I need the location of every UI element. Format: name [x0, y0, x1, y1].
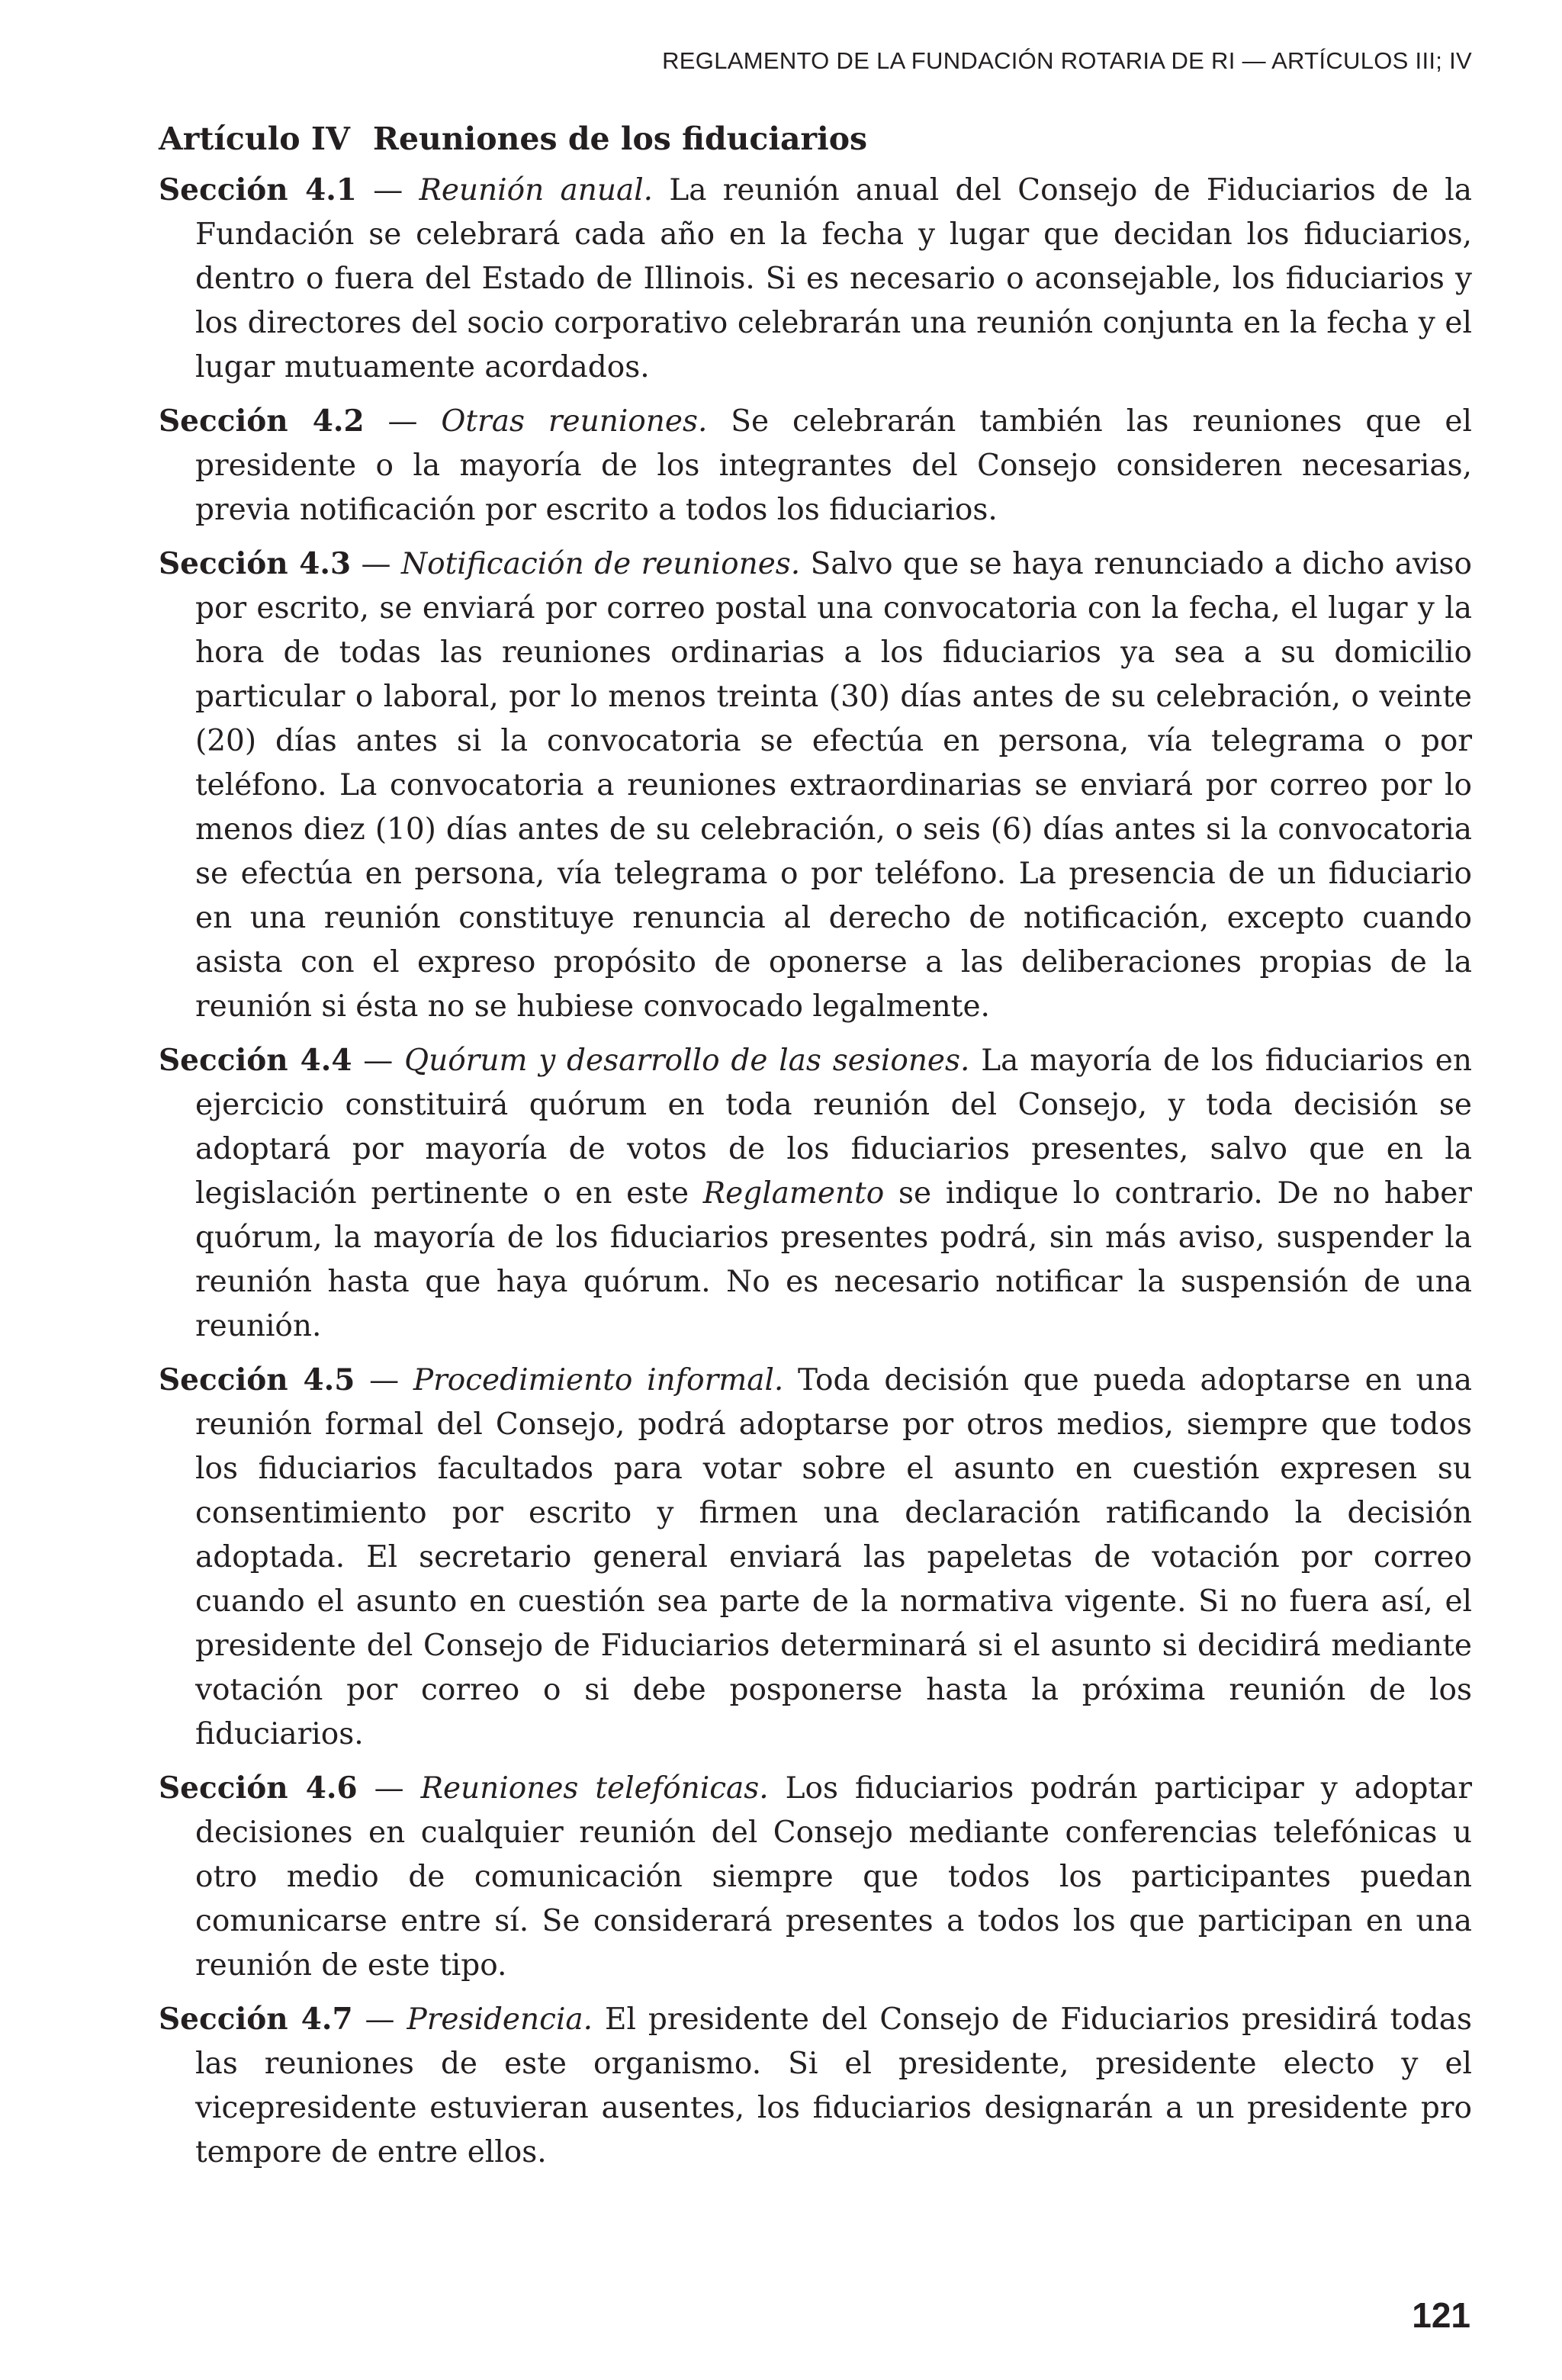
section-label: Sección 4.4 — [159, 1043, 352, 1078]
section-4-5 — [159, 1358, 1472, 1757]
section-title: Procedimiento informal. — [413, 1363, 784, 1397]
article-number: Artículo IV — [159, 121, 350, 157]
article-title: Reuniones de los fiduciarios — [372, 121, 868, 157]
section-label: Sección 4.5 — [159, 1362, 355, 1397]
section-label: Sección 4.6 — [159, 1771, 358, 1806]
section-dash: — — [355, 1363, 413, 1397]
section-text: Los fiduciarios podrán participar y adoptar decisiones en cualquier reunión del Consejo mediante conferencias telefónicas u otro medio de comunicación siempre que todos los participantes puedan comunicarse entre sí. Se considerará presentes a todos los que participan en una reunión de este tipo. — [195, 1771, 1472, 1983]
section-label: Sección 4.1 — [159, 172, 357, 207]
section-text: Toda decisión que pueda adoptarse en una reunión formal del Consejo, podrá adoptarse por otros medios, siempre que todos los fiduciarios facultados para votar sobre el asunto en cuestión expresen su consentimiento por escrito y firmen una declaración ratificando la decisión adoptada. El secretario general enviará las papeletas de votación por correo cuando el asunto en cuestión sea parte de la normativa vigente. Si no fuera así, el presidente del Consejo de Fiduciarios determinará si el asunto si decidirá mediante votación por correo o si debe posponerse hasta la próxima reunión de los fiduciarios. — [195, 1363, 1472, 1751]
section-text: Se celebrarán también las reuniones que el presidente o la mayoría de los integrantes del Consejo consideren necesarias, previa notificación por escrito a todos los fiduciarios. — [195, 404, 1472, 527]
section-title: Reunión anual. — [419, 173, 654, 207]
section-text: se indique lo contrario. De no haber quórum, la mayoría de los fiduciarios presentes podrá, sin más aviso, suspender la reunión hasta que haya quórum. No es necesario notificar la suspensión de una reunión. — [195, 1176, 1472, 1343]
section-4-2 — [159, 399, 1472, 532]
section-title: Reuniones telefónicas. — [420, 1771, 769, 1806]
section-label: Sección 4.2 — [159, 404, 365, 439]
section-dash: — — [351, 547, 401, 581]
running-header: REGLAMENTO DE LA FUNDACIÓN ROTARIA DE RI — ARTÍCULOS III; IV — [662, 47, 1472, 74]
section-text: Salvo que se haya renunciado a dicho aviso por escrito, se enviará por correo postal una convocatoria con la fecha, el lugar y la hora de todas las reuniones ordinarias a los fiduciarios ya sea a su domicilio particular o laboral, por lo menos treinta (30) días antes de su celebración, o veinte (20) días antes si la convocatoria se efectúa en persona, vía telegrama o por teléfono. La convocatoria a reuniones extraordinarias se enviará por correo por lo menos diez (10) días antes de su celebración, o seis (6) días antes si la convocatoria se efectúa en persona, vía telegrama o por teléfono. La presencia de un fiduciario en una reunión constituye renuncia al derecho de notificación, excepto cuando asista con el expreso propósito de oponerse a las deliberaciones propias de la reunión si ésta no se hubiese convocado legalmente. — [195, 547, 1472, 1024]
section-4-6 — [159, 1766, 1472, 1988]
section-4-4 — [159, 1038, 1472, 1349]
section-label: Sección 4.3 — [159, 546, 352, 581]
section-dash: — — [352, 2002, 407, 2037]
section-dash: — — [356, 173, 419, 207]
section-4-7 — [159, 1997, 1472, 2175]
section-title: Quórum y desarrollo de las sesiones. — [404, 1044, 970, 1078]
document-body — [159, 114, 1472, 2184]
section-text: La reunión anual del Consejo de Fiduciarios de la Fundación se celebrará cada año en la fecha y lugar que decidan los fiduciarios, dentro o fuera del Estado de Illinois. Si es necesario o aconsejable, los fiduciarios y los directores del socio corporativo celebrarán una reunión conjunta en la fecha y el lugar mutuamente acordados. — [195, 173, 1473, 384]
section-text: La mayoría de los fiduciarios en ejercicio constituirá quórum en toda reunión del Consejo, y toda decisión se adoptará por mayoría de votos de los fiduciarios presentes, salvo que en la legislación pertinente o en este — [195, 1044, 1472, 1211]
article-heading — [159, 114, 1472, 163]
page-number: 121 — [1412, 2295, 1470, 2335]
section-dash: — — [357, 1771, 421, 1806]
section-4-1 — [159, 168, 1472, 390]
reglamento-emphasis: Reglamento — [702, 1176, 885, 1211]
section-title: Presidencia. — [407, 2002, 593, 2037]
section-dash: — — [364, 404, 442, 439]
section-title: Otras reuniones. — [441, 404, 708, 439]
section-text: El presidente del Consejo de Fiduciarios presidirá todas las reuniones de este organismo. Si el presidente, presidente electo y el vicepresidente estuvieran ausentes, los fiduciarios designarán a un presidente pro tempore de entre ellos. — [195, 2002, 1472, 2169]
section-label: Sección 4.7 — [159, 2002, 353, 2037]
section-4-3 — [159, 542, 1472, 1029]
section-title: Notificación de reuniones. — [401, 547, 801, 581]
section-dash: — — [352, 1044, 405, 1078]
